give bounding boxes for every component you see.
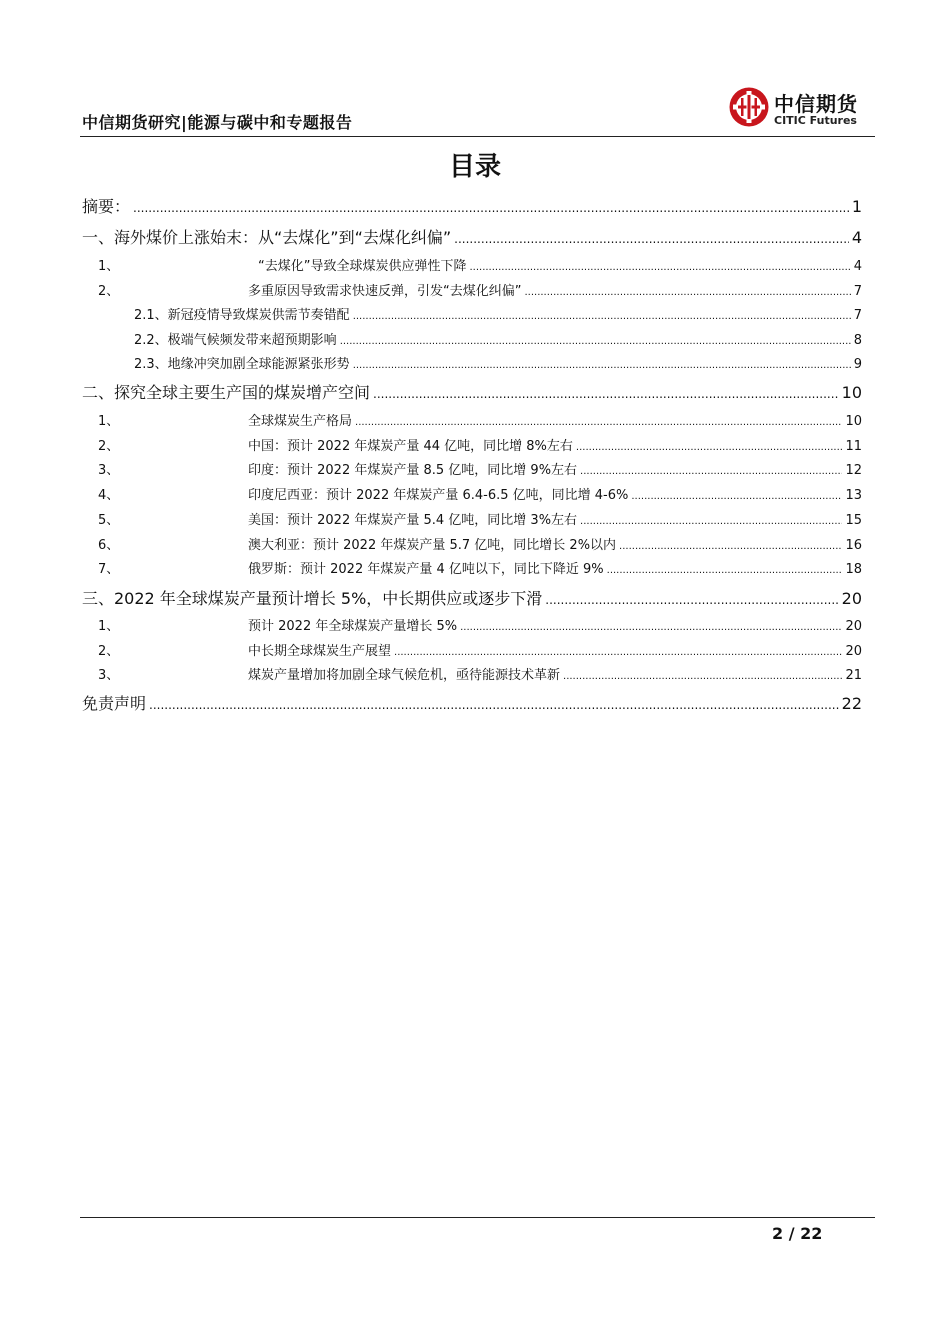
toc-leader-dots: [133, 201, 849, 215]
toc-entry-section-1[interactable]: [82, 225, 862, 249]
toc-entry-text: 免责声明: [82, 694, 147, 713]
footer-divider: [80, 1217, 875, 1218]
toc-entry-text: 俄罗斯：预计 2022 年煤炭产量 4 亿吨以下，同比下降近 9%: [248, 562, 604, 577]
toc-entry-1-2-3[interactable]: [134, 353, 862, 373]
toc-entry-text: 三、2022 年全球煤炭产量预计增长 5%，中长期供应或逐步下滑: [82, 589, 543, 608]
toc-leader-dots: [355, 417, 842, 428]
toc-entry-2-7[interactable]: [98, 558, 862, 578]
toc-entry-text: 2.2、极端气候频发带来超预期影响: [134, 333, 337, 348]
toc-entry-text: 美国：预计 2022 年煤炭产量 5.4 亿吨，同比增 3%左右: [248, 513, 578, 528]
toc-entry-page: 12: [845, 463, 862, 478]
page-indicator: 2 / 22: [772, 1224, 823, 1243]
toc-entry-text: 摘要：: [82, 197, 131, 216]
toc-entry-number: 1、: [98, 259, 120, 274]
toc-entry-number: 3、: [98, 668, 120, 683]
toc-entry-page: 15: [845, 513, 862, 528]
toc-leader-dots: [631, 491, 842, 502]
toc-entry-text: 一、海外煤价上涨始末：从“去煤化”到“去煤化纠偏”: [82, 228, 452, 247]
toc-entry-page: 10: [845, 414, 862, 429]
toc-leader-dots: [524, 287, 850, 298]
toc-entry-page: 9: [853, 357, 862, 372]
toc-entry-number: 2、: [98, 284, 120, 299]
toc-leader-dots: [469, 262, 850, 273]
toc-entry-number: 4、: [98, 488, 120, 503]
toc-entry-page: 10: [841, 383, 862, 402]
toc-entry-2-6[interactable]: [98, 534, 862, 554]
toc-entry-text: 多重原因导致需求快速反弹，引发“去煤化纠偏”: [248, 284, 522, 299]
toc-entry-number: 2、: [98, 439, 120, 454]
toc-entry-1-2-1[interactable]: [134, 304, 862, 324]
toc-entry-1-2-2[interactable]: [134, 329, 862, 349]
toc-leader-dots: [373, 387, 839, 401]
toc-leader-dots: [563, 671, 842, 682]
toc-entry-abstract[interactable]: [82, 194, 862, 218]
report-header-title: 中信期货研究|能源与碳中和专题报告: [82, 113, 353, 132]
toc-entry-3-3[interactable]: [98, 664, 862, 684]
toc-entry-2-5[interactable]: [98, 509, 862, 529]
toc-entry-2-4[interactable]: [98, 484, 862, 504]
toc-entry-number: 1、: [98, 414, 120, 429]
toc-entry-text: 2.1、新冠疫情导致煤炭供需节奏错配: [134, 308, 350, 323]
toc-entry-page: 22: [841, 694, 862, 713]
toc-entry-page: 11: [845, 439, 862, 454]
toc-entry-number: 3、: [98, 463, 120, 478]
toc-entry-page: 21: [845, 668, 862, 683]
toc-entry-text: 澳大利亚：预计 2022 年煤炭产量 5.7 亿吨，同比增长 2%以内: [248, 538, 617, 553]
toc-leader-dots: [394, 647, 842, 658]
toc-entry-text: 中国：预计 2022 年煤炭产量 44 亿吨，同比增 8%左右: [248, 439, 573, 454]
toc-leader-dots: [607, 565, 843, 576]
logo-english-name: CITIC Futures: [774, 114, 857, 127]
toc-leader-dots: [576, 442, 843, 453]
toc-entry-number: 6、: [98, 538, 120, 553]
toc-entry-section-3[interactable]: [82, 586, 862, 610]
toc-leader-dots: [580, 466, 842, 477]
toc-entry-page: 20: [845, 644, 862, 659]
toc-entry-page: 4: [853, 259, 862, 274]
toc-entry-text: 2.3、地缘冲突加剧全球能源紧张形势: [134, 357, 350, 372]
toc-entry-number: 2、: [98, 644, 120, 659]
toc-entry-text: 中长期全球煤炭生产展望: [248, 644, 392, 659]
toc-entry-page: 7: [853, 284, 862, 299]
toc-leader-dots: [545, 593, 838, 607]
toc-entry-2-1[interactable]: [98, 410, 862, 430]
toc-entry-page: 16: [845, 538, 862, 553]
toc-entry-page: 18: [845, 562, 862, 577]
toc-entry-text: 印度：预计 2022 年煤炭产量 8.5 亿吨，同比增 9%左右: [248, 463, 578, 478]
toc-entry-2-3[interactable]: [98, 459, 862, 479]
toc-entry-number: 7、: [98, 562, 120, 577]
toc-leader-dots: [340, 336, 851, 347]
toc-entry-page: 20: [845, 619, 862, 634]
toc-entry-page: 8: [853, 333, 862, 348]
logo-chinese-name: 中信期货: [774, 92, 858, 116]
toc-leader-dots: [580, 516, 842, 527]
toc-entry-1-1[interactable]: [98, 255, 862, 275]
toc-entry-number: 5、: [98, 513, 120, 528]
toc-entry-number: 1、: [98, 619, 120, 634]
toc-leader-dots: [460, 622, 842, 633]
toc-entry-3-1[interactable]: [98, 615, 862, 635]
toc-entry-text: 印度尼西亚：预计 2022 年煤炭产量 6.4-6.5 亿吨，同比增 4-6%: [248, 488, 629, 503]
toc-entry-page: 13: [845, 488, 862, 503]
toc-entry-1-2[interactable]: [98, 280, 862, 300]
toc-leader-dots: [353, 311, 851, 322]
toc-leader-dots: [353, 360, 851, 371]
toc-entry-page: 1: [851, 197, 862, 216]
toc-entry-disclaimer[interactable]: [82, 691, 862, 715]
toc-leader-dots: [149, 698, 839, 712]
toc-entry-page: 20: [841, 589, 862, 608]
toc-entry-text: 全球煤炭生产格局: [248, 414, 353, 429]
toc-entry-3-2[interactable]: [98, 640, 862, 660]
toc-entry-text: 二、探究全球主要生产国的煤炭增产空间: [82, 383, 371, 402]
toc-leader-dots: [454, 232, 849, 246]
toc-entry-2-2[interactable]: [98, 435, 862, 455]
toc-title: 目录: [448, 152, 501, 182]
toc-entry-section-2[interactable]: [82, 380, 862, 404]
toc-leader-dots: [619, 541, 842, 552]
toc-entry-text: 煤炭产量增加将加剧全球气候危机，亟待能源技术革新: [248, 668, 561, 683]
toc-entry-text: “去煤化”导致全球煤炭供应弹性下降: [258, 259, 467, 274]
toc-entry-page: 7: [853, 308, 862, 323]
toc-entry-page: 4: [851, 228, 862, 247]
toc-entry-text: 预计 2022 年全球煤炭产量增长 5%: [248, 619, 458, 634]
